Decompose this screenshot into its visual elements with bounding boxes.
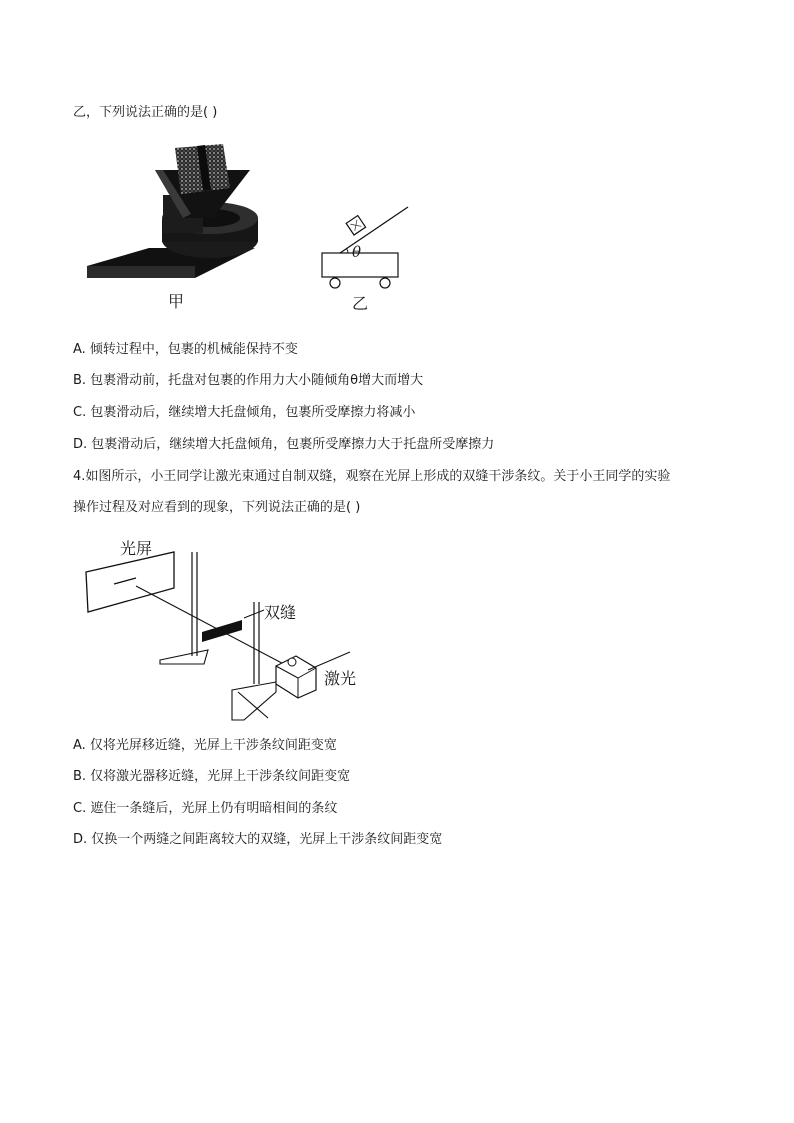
q3-option-b: B. 包裹滑动前，托盘对包裹的作用力大小随倾角θ增大而增大	[73, 373, 424, 388]
double-slit-label: 双缝	[264, 603, 297, 622]
q4-option-a: A. 仅将光屏移近缝，光屏上干涉条纹间距变宽	[73, 738, 337, 753]
q4-stem-line1: 4.如图所示，小王同学让激光束通过自制双缝，观察在光屏上形成的双缝干涉条纹。关于小王同学的实验	[73, 469, 671, 484]
q3-option-a: A. 倾转过程中，包裹的机械能保持不变	[73, 342, 298, 357]
q4-option-c: C. 遮住一条缝后，光屏上仍有明暗相间的条纹	[73, 801, 338, 816]
q3-option-d: D. 包裹滑动后，继续增大托盘倾角，包裹所受摩擦力大于托盘所受摩擦力	[73, 437, 495, 452]
q4-stem-line2: 操作过程及对应看到的现象，下列说法正确的是( )	[73, 500, 361, 515]
figure-label-yi: 乙	[352, 294, 369, 313]
theta-label: θ	[352, 243, 362, 261]
incline-cart-figure	[318, 205, 418, 320]
q4-option-b: B. 仅将激光器移近缝，光屏上干涉条纹间距变宽	[73, 769, 351, 784]
q4-option-d: D. 仅换一个两缝之间距离较大的双缝，光屏上干涉条纹间距变宽	[73, 832, 443, 847]
double-slit-figure	[80, 532, 380, 732]
laser-label: 激光	[324, 669, 357, 688]
q3-option-c: C. 包裹滑动后，继续增大托盘倾角，包裹所受摩擦力将减小	[73, 405, 416, 420]
screen-label: 光屏	[120, 539, 153, 558]
q3-stem-tail: 乙，下列说法正确的是( )	[73, 105, 218, 120]
figure-label-jia: 甲	[168, 292, 185, 311]
tray-photo-figure	[85, 140, 265, 311]
